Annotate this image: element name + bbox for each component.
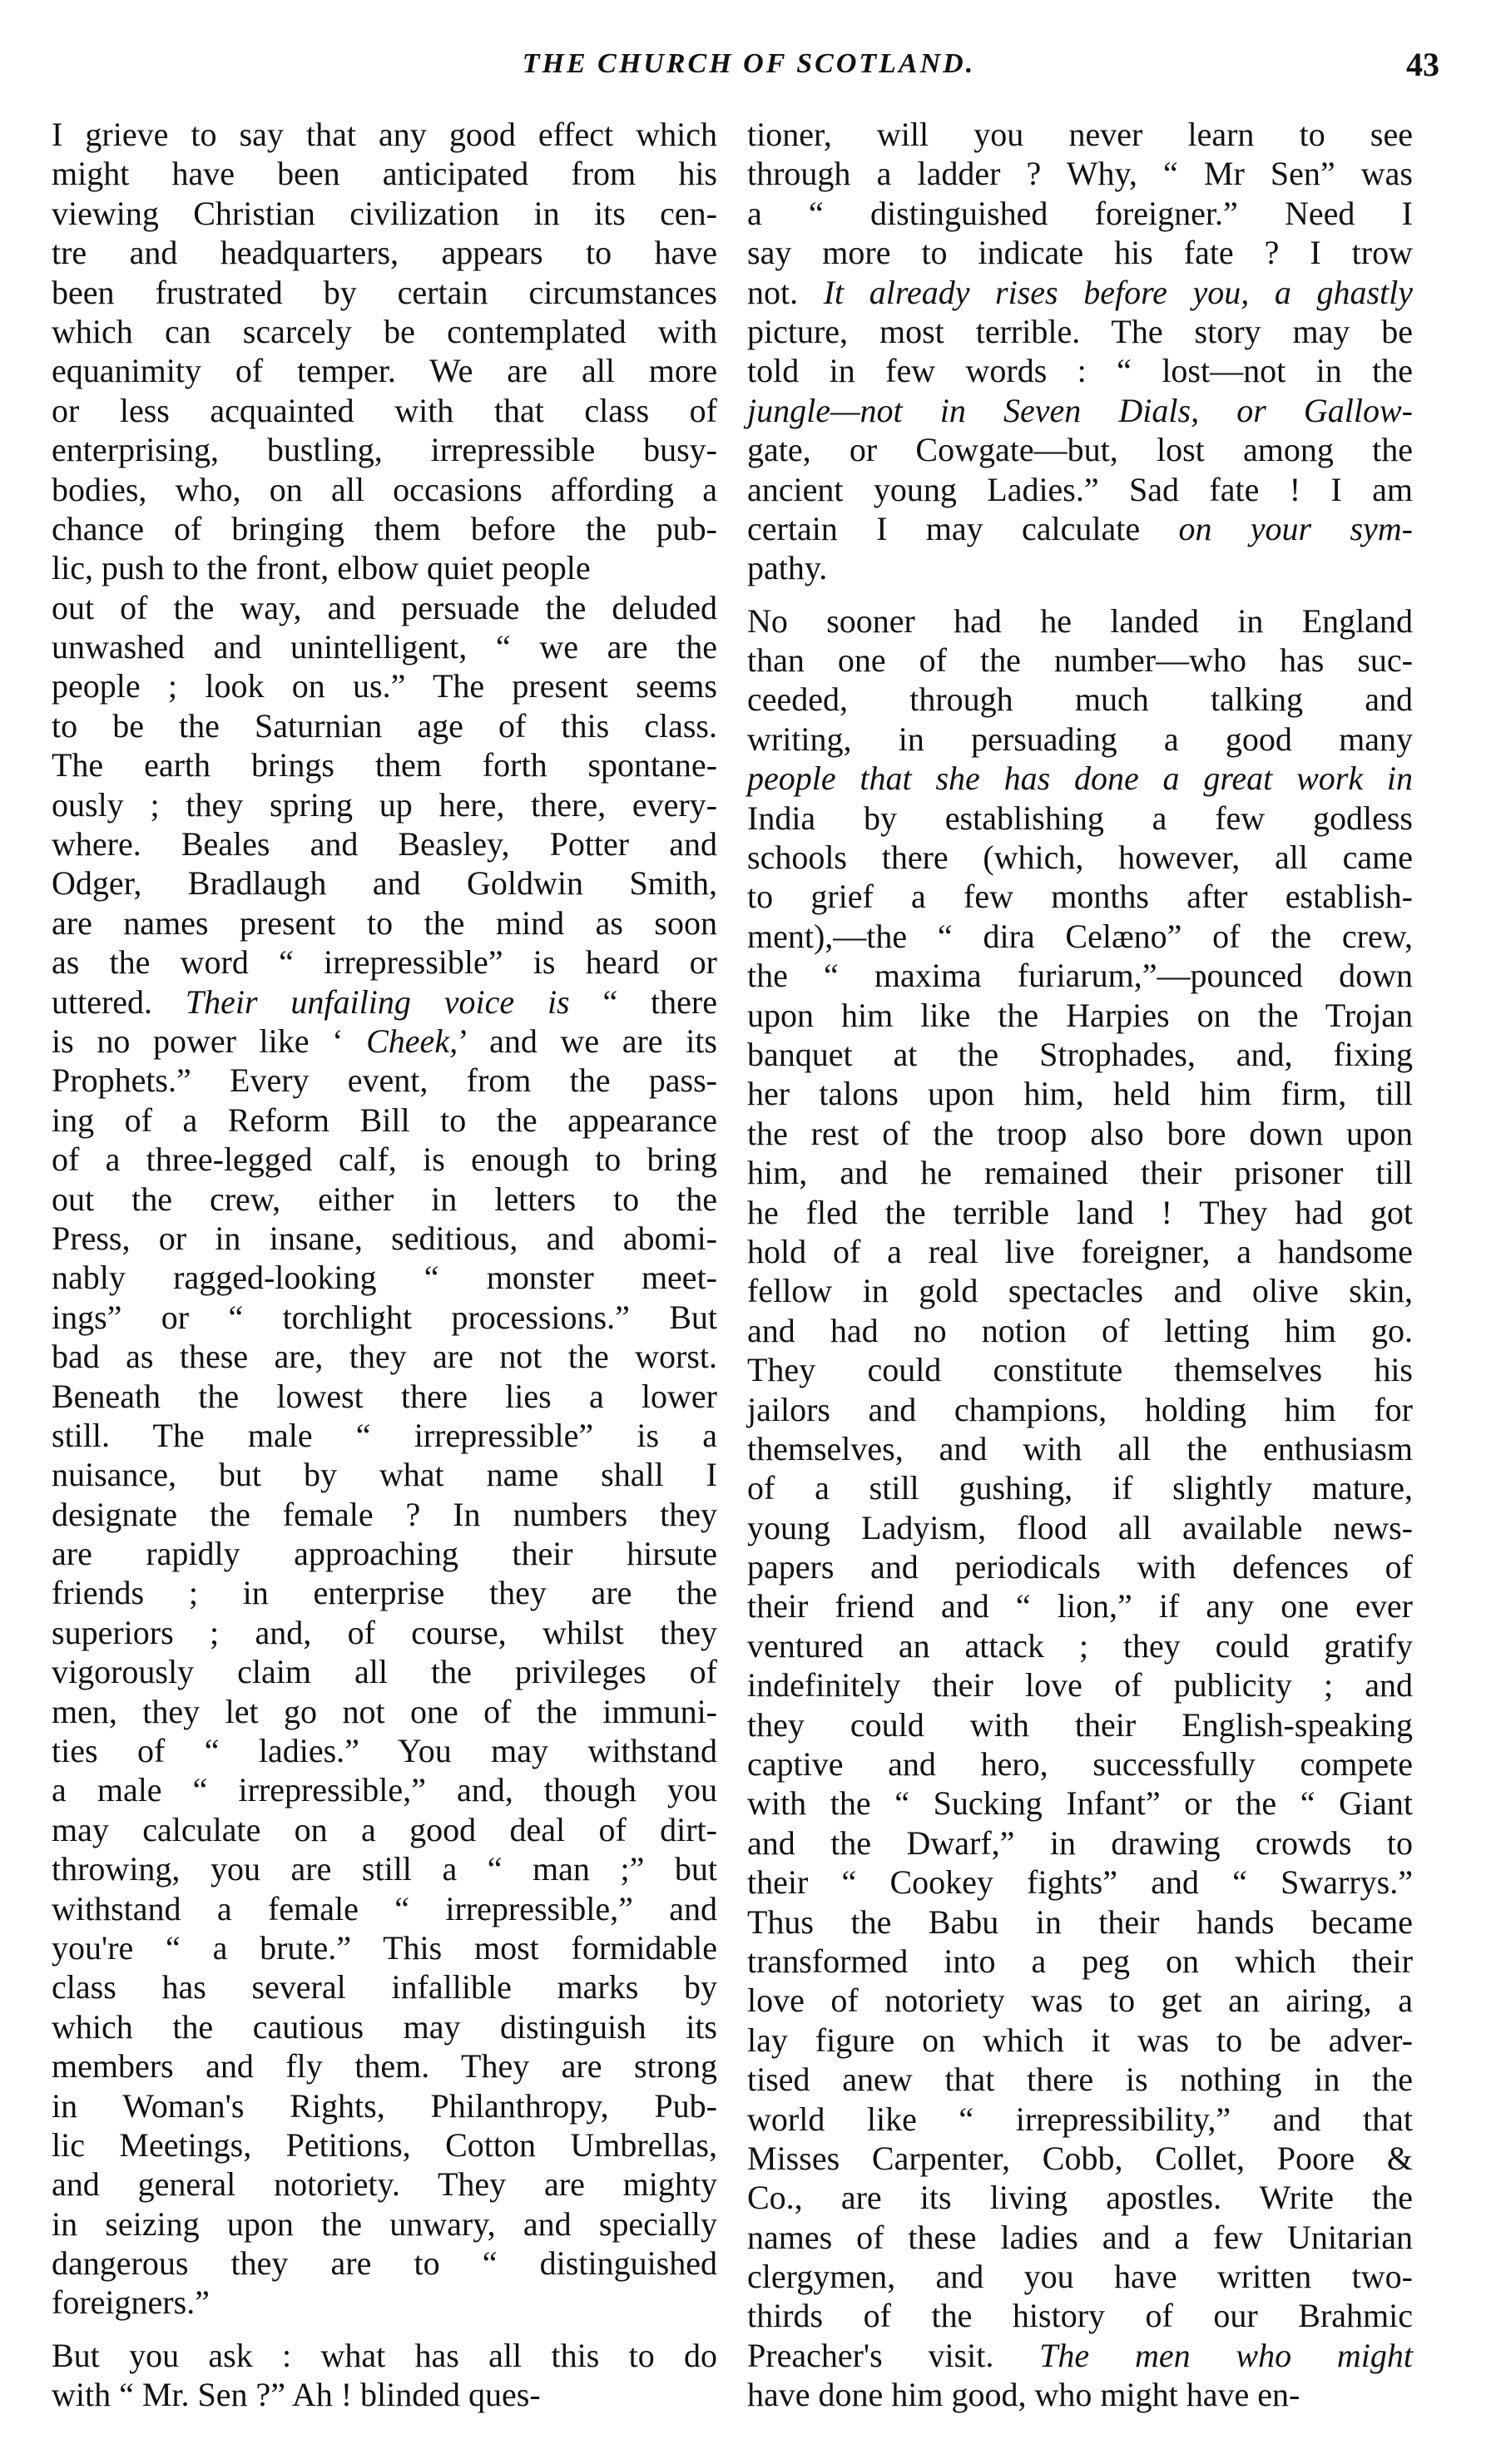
text-line: is no power like ‘ Cheek,’ and we are its: [52, 1022, 717, 1060]
right-column: [747, 115, 1413, 2415]
text-line: Beneath the lowest there lies a lower: [52, 1377, 717, 1415]
text-line: you're “ a brute.” This most formidable: [52, 1928, 717, 1967]
text-line: foreigners.”: [52, 2283, 210, 2322]
text-line: people ; look on us.” The present seems: [52, 667, 717, 705]
text-line: people that she has done a great work in: [747, 759, 1413, 798]
text-line: the “ maxima furiarum,”—pounced down: [747, 957, 1413, 995]
text-line: been frustrated by certain circumstances: [52, 273, 717, 311]
text-line: No sooner had he landed in England: [747, 601, 1413, 640]
text-line: through a ladder ? Why, “ Mr Sen” was: [747, 155, 1413, 193]
text-line: papers and periodicals with defences of: [747, 1548, 1413, 1586]
text-line: out the crew, either in letters to the: [52, 1180, 717, 1218]
text-line: banquet at the Strophades, and, fixing: [747, 1035, 1413, 1073]
text-line: bad as these are, they are not the worst.: [52, 1338, 717, 1376]
text-line: themselves, and with all the enthusiasm: [747, 1429, 1413, 1467]
text-line: withstand a female “ irrepressible,” and: [52, 1889, 717, 1927]
text-line: and had no notion of letting him go.: [747, 1311, 1413, 1349]
text-line: tised anew that there is nothing in the: [747, 2061, 1413, 2099]
text-line: their “ Cookey fights” and “ Swarrys.”: [747, 1863, 1413, 1902]
text-line: him, and he remained their prisoner till: [747, 1154, 1413, 1192]
text-line: designate the female ? In numbers they: [52, 1495, 717, 1533]
text-line: are names present to the mind as soon: [52, 903, 717, 942]
text-line: pathy.: [747, 549, 828, 587]
text-line: where. Beales and Beasley, Potter and: [52, 825, 717, 863]
text-line: men, they let go not one of the immuni-: [52, 1692, 717, 1730]
text-line: dangerous they are to “ distinguished: [52, 2244, 717, 2283]
text-line: transformed into a peg on which their: [747, 1942, 1413, 1980]
text-line: ously ; they spring up here, there, every-: [52, 785, 717, 824]
text-line: lay figure on which it was to be adver-: [747, 2021, 1413, 2059]
text-line: class has several infallible marks by: [52, 1968, 717, 2006]
text-line: young Ladyism, flood all available news-: [747, 1508, 1413, 1546]
text-line: uttered. Their unfailing voice is “ there: [52, 982, 718, 1021]
text-line: India by establishing a few godless: [747, 799, 1413, 837]
text-line: ventured an attack ; they could gratify: [747, 1626, 1413, 1665]
text-line: The earth brings them forth spontane-: [52, 746, 717, 784]
text-line: schools there (which, however, all came: [747, 839, 1413, 877]
text-line: picture, most terrible. The story may be: [747, 312, 1413, 350]
text-line: certain I may calculate on your sym-: [747, 509, 1413, 547]
text-line: a male “ irrepressible,” and, though you: [52, 1771, 717, 1809]
text-line: to be the Saturnian age of this class.: [52, 706, 717, 745]
text-line: a “ distinguished foreigner.” Need I: [747, 194, 1413, 232]
text-line: and the Dwarf,” in drawing crowds to: [747, 1823, 1413, 1862]
text-line: in seizing upon the unwary, and specially: [52, 2204, 717, 2243]
text-line: have done him good, who might have en-: [747, 2376, 1300, 2414]
text-line: unwashed and unintelligent, “ we are the: [52, 628, 717, 666]
text-line: hold of a real live foreigner, a handsome: [747, 1232, 1413, 1270]
text-line: in Woman's Rights, Philanthropy, Pub-: [52, 2086, 717, 2125]
text-line: as the word “ irrepressible” is heard or: [52, 943, 717, 982]
text-line: ceeded, through much talking and: [747, 680, 1413, 719]
text-line: throwing, you are still a “ man ;” but: [52, 1850, 717, 1888]
text-line: upon him like the Harpies on the Trojan: [747, 996, 1413, 1034]
text-line: equanimity of temper. We are all more: [52, 352, 717, 390]
text-line: They could constitute themselves his: [747, 1351, 1413, 1389]
text-line: or less acquainted with that class of: [52, 391, 717, 429]
text-line: and general notoriety. They are mighty: [52, 2165, 717, 2204]
text-line: captive and hero, successfully compete: [747, 1745, 1413, 1784]
text-line: might have been anticipated from his: [52, 155, 717, 193]
text-line: Misses Carpenter, Cobb, Collet, Poore &: [747, 2139, 1413, 2177]
page-number: 43: [1406, 46, 1439, 83]
text-line: superiors ; and, of course, whilst they: [52, 1613, 717, 1651]
text-line: enterprising, bustling, irrepressible busy-: [52, 431, 717, 469]
text-line: he fled the terrible land ! They had got: [747, 1193, 1413, 1231]
text-line: ties of “ ladies.” You may withstand: [52, 1732, 717, 1770]
text-line: with the “ Sucking Infant” or the “ Giant: [747, 1784, 1413, 1823]
text-line: gate, or Cowgate—but, lost among the: [747, 431, 1413, 469]
text-line: may calculate on a good deal of dirt-: [52, 1810, 717, 1848]
text-line: not. It already rises before you, a ghastly: [747, 273, 1413, 311]
text-line: bodies, who, on all occasions affording a: [52, 470, 717, 508]
text-line: names of these ladies and a few Unitarian: [747, 2218, 1413, 2256]
text-line: vigorously claim all the privileges of: [52, 1653, 717, 1691]
text-line: still. The male “ irrepressible” is a: [52, 1416, 717, 1454]
text-line: their friend and “ lion,” if any one ever: [747, 1587, 1413, 1625]
text-line: nably ragged-looking “ monster meet-: [52, 1259, 717, 1297]
text-line: ment),—the “ dira Celæno” of the crew,: [747, 917, 1413, 955]
text-line: of a three-legged calf, is enough to bring: [52, 1140, 717, 1179]
text-line: jailors and champions, holding him for: [747, 1390, 1413, 1428]
text-line: Preacher's visit. The men who might: [747, 2336, 1413, 2374]
text-line: lic Meetings, Petitions, Cotton Umbrellas,: [52, 2125, 717, 2164]
text-line: clergymen, and you have written two-: [747, 2258, 1413, 2296]
text-line: Co., are its living apostles. Write the: [747, 2179, 1413, 2217]
text-line: ing of a Reform Bill to the appearance: [52, 1101, 717, 1139]
text-line: the rest of the troop also bore down upon: [747, 1114, 1413, 1152]
text-line: nuisance, but by what name shall I: [52, 1456, 717, 1494]
text-line: say more to indicate his fate ? I trow: [747, 234, 1413, 272]
text-line: with “ Mr. Sen ?” Ah ! blinded ques-: [52, 2376, 541, 2414]
text-line: than one of the number—who has suc-: [747, 641, 1413, 680]
text-line: love of notoriety was to get an airing, a: [747, 1982, 1413, 2020]
text-line: are rapidly approaching their hirsute: [52, 1535, 717, 1573]
text-line: writing, in persuading a good many: [747, 720, 1413, 758]
text-line: tre and headquarters, appears to have: [52, 234, 717, 272]
text-line: tioner, will you never learn to see: [747, 116, 1413, 153]
text-line: her talons upon him, held him firm, till: [747, 1075, 1413, 1113]
text-line: told in few words : “ lost—not in the: [747, 352, 1413, 390]
text-line: to grief a few months after establish-: [747, 878, 1413, 916]
running-title: THE CHURCH OF SCOTLAND.: [522, 48, 976, 79]
text-line: they could with their English-speaking: [747, 1705, 1413, 1744]
text-line: Odger, Bradlaugh and Goldwin Smith,: [52, 864, 717, 903]
text-line: Thus the Babu in their hands became: [747, 1902, 1413, 1941]
text-line: chance of bringing them before the pub-: [52, 509, 717, 547]
running-head: [58, 48, 1439, 90]
left-column: [52, 115, 717, 2415]
text-line: Press, or in insane, seditious, and abomi-: [52, 1219, 717, 1257]
text-line: But you ask : what has all this to do: [52, 2336, 717, 2374]
text-line: I grieve to say that any good effect which: [52, 116, 717, 153]
text-line: viewing Christian civilization in its cen-: [52, 194, 717, 232]
text-line: fellow in gold spectacles and olive skin,: [747, 1272, 1413, 1310]
text-line: ings” or “ torchlight processions.” But: [52, 1298, 717, 1336]
text-line: out of the way, and persuade the deluded: [52, 588, 717, 626]
text-line: indefinitely their love of publicity ; and: [747, 1666, 1413, 1705]
text-line: ancient young Ladies.” Sad fate ! I am: [747, 470, 1413, 508]
text-line: which the cautious may distinguish its: [52, 2007, 717, 2046]
text-line: lic, push to the front, elbow quiet people: [52, 549, 591, 587]
text-line: which can scarcely be contemplated with: [52, 312, 717, 350]
text-line: thirds of the history of our Brahmic: [747, 2297, 1413, 2335]
text-line: Prophets.” Every event, from the pass-: [52, 1061, 717, 1100]
text-line: world like “ irrepressibility,” and that: [747, 2100, 1413, 2138]
text-line: of a still gushing, if slightly mature,: [747, 1469, 1413, 1507]
text-line: jungle—not in Seven Dials, or Gallow-: [747, 391, 1413, 429]
text-line: friends ; in enterprise they are the: [52, 1574, 717, 1612]
text-line: members and fly them. They are strong: [52, 2047, 717, 2085]
